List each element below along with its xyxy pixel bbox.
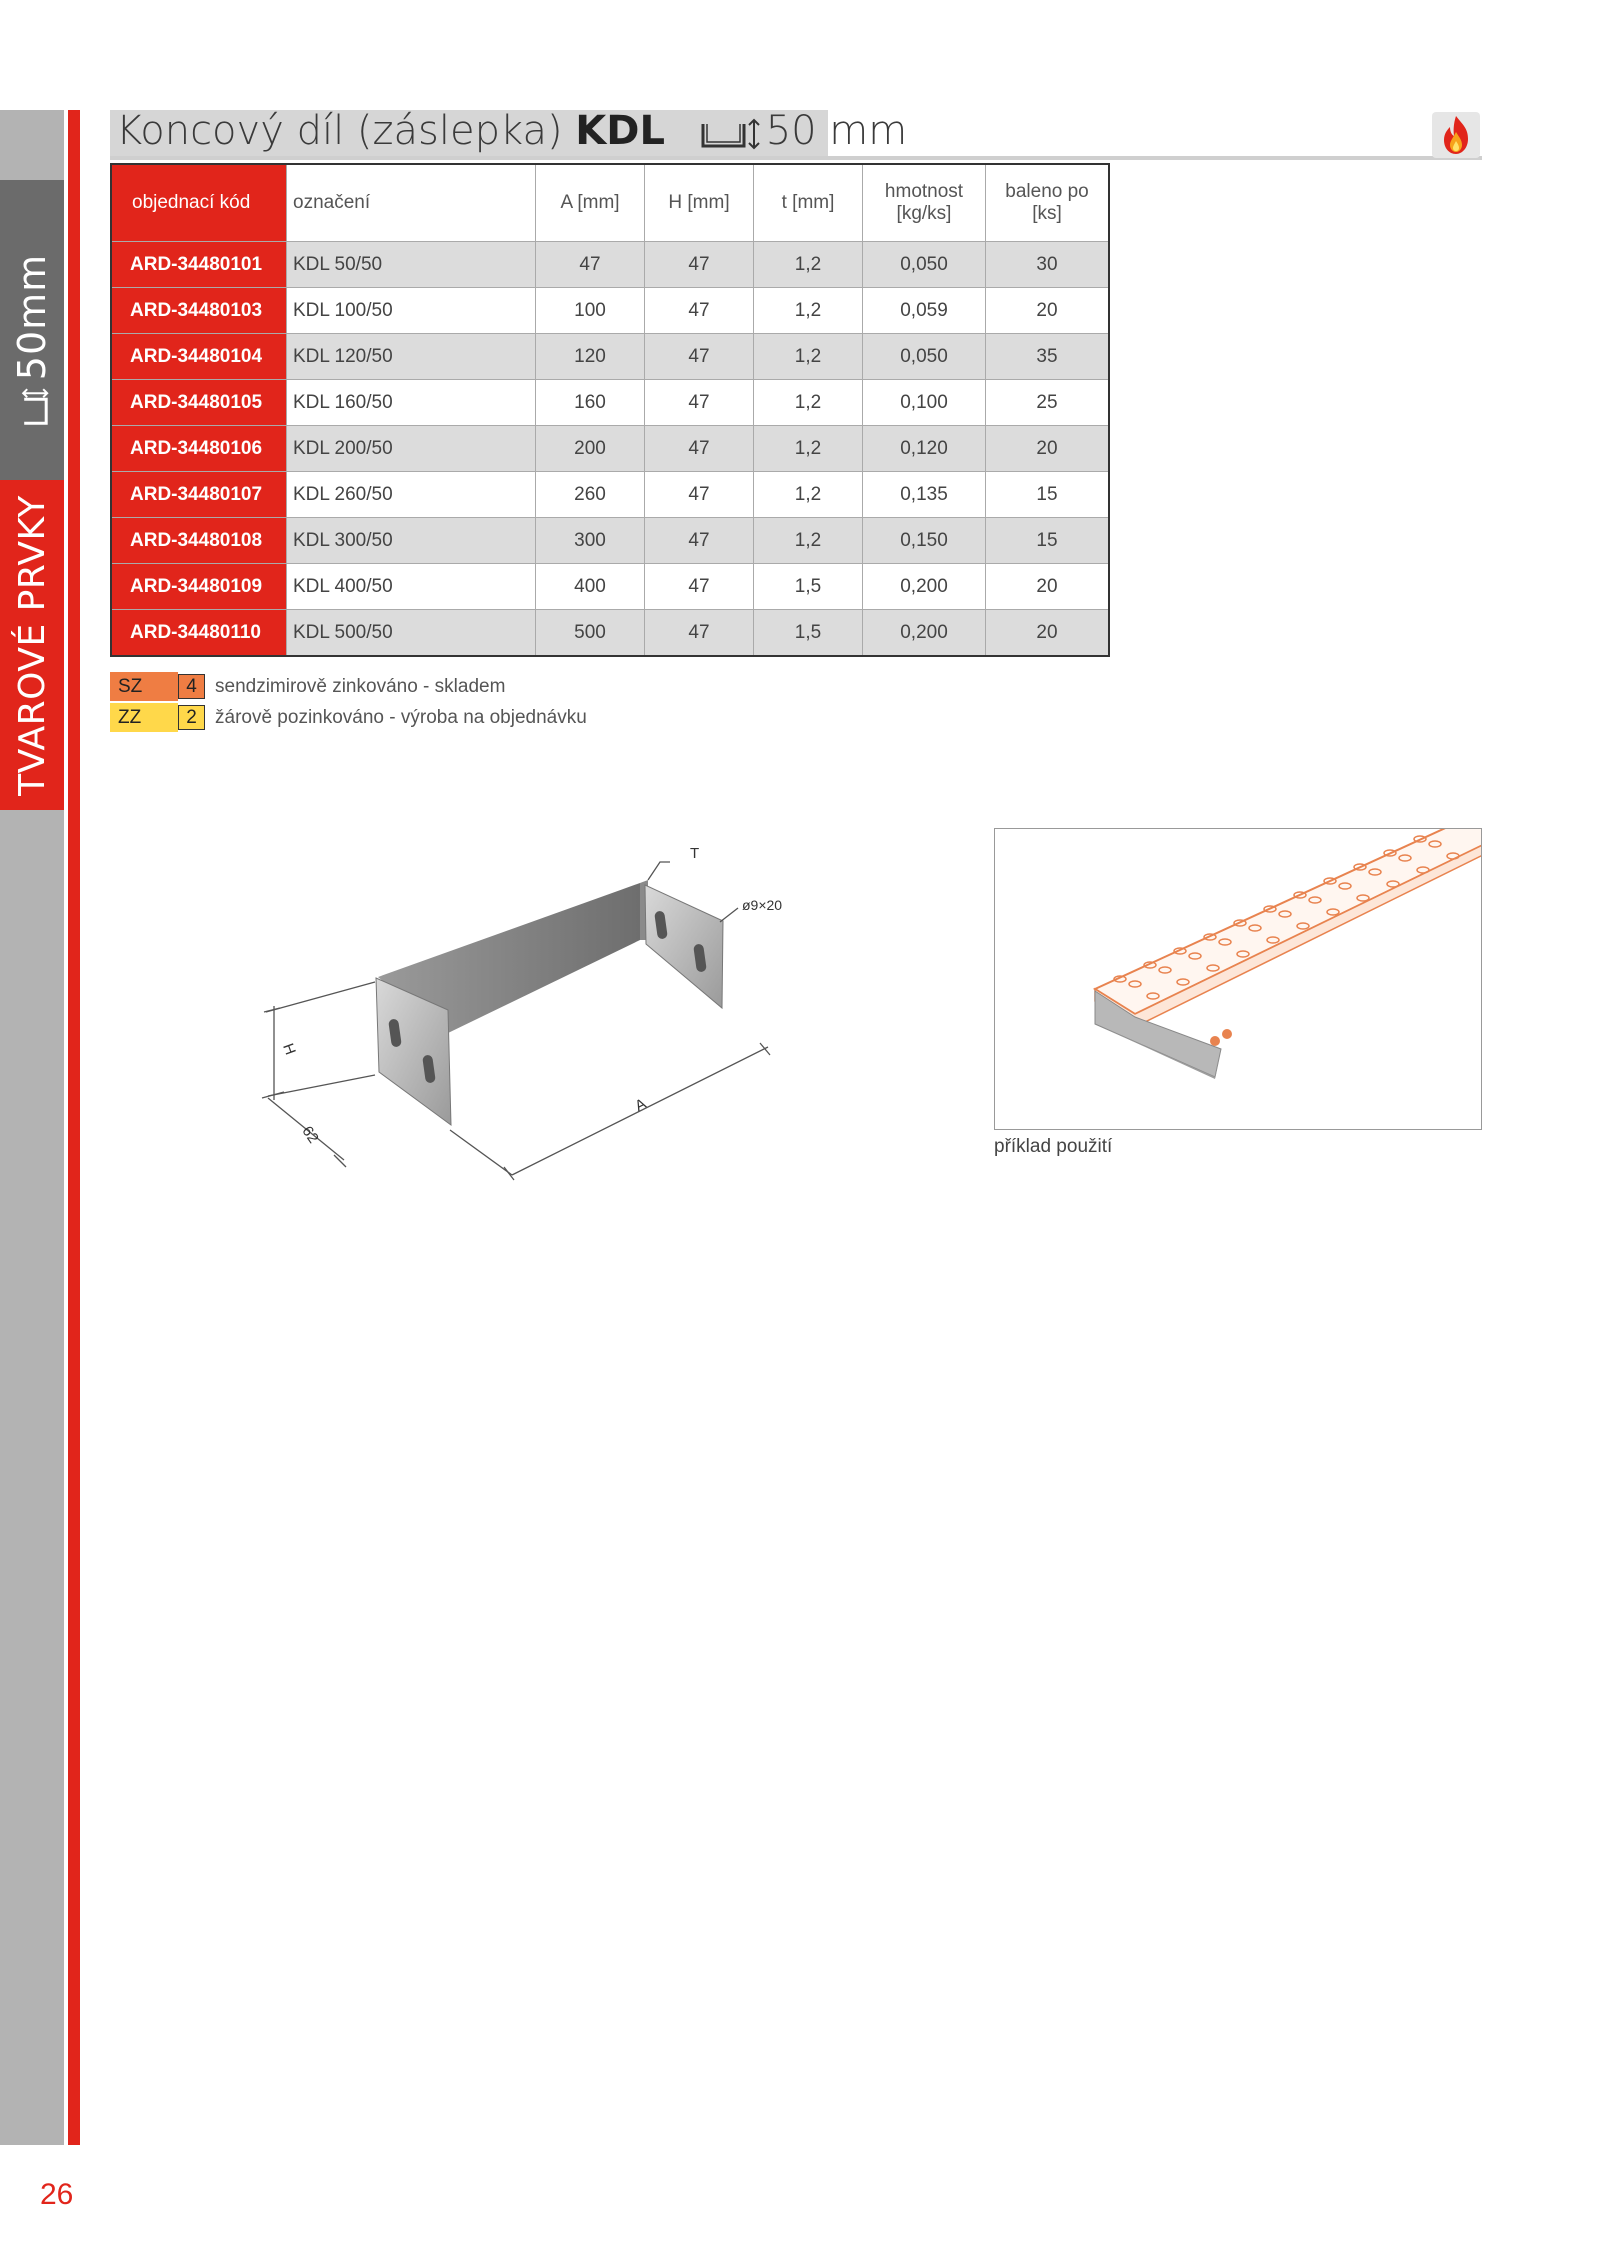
designation: KDL 300/50	[287, 518, 536, 564]
dim-h: 47	[645, 518, 754, 564]
header-t: t [mm]	[754, 164, 863, 242]
pack: 30	[986, 242, 1110, 288]
title-underline	[110, 156, 1482, 160]
mass: 0,059	[863, 288, 986, 334]
legend-key: SZ	[110, 672, 178, 701]
page-number: 26	[40, 2178, 74, 2211]
pack: 35	[986, 334, 1110, 380]
legend-key: ZZ	[110, 703, 178, 732]
side-category-text: TVAROVÉ PRVKY	[11, 494, 53, 796]
side-size-text: 50mm	[10, 253, 55, 381]
dim-h: 47	[645, 426, 754, 472]
mass: 0,120	[863, 426, 986, 472]
table-row	[111, 564, 1109, 610]
dim-h: 47	[645, 380, 754, 426]
table-row	[111, 518, 1109, 564]
thickness: 1,2	[754, 380, 863, 426]
order-code: ARD-34480110	[111, 610, 287, 657]
side-red-rule	[68, 110, 80, 2145]
header-pack	[986, 164, 1110, 242]
technical-drawing	[250, 840, 810, 1200]
thickness: 1,2	[754, 518, 863, 564]
dim-a: 47	[536, 242, 645, 288]
dim-h: 47	[645, 564, 754, 610]
designation: KDL 100/50	[287, 288, 536, 334]
dim-h: 47	[645, 242, 754, 288]
header-h: H [mm]	[645, 164, 754, 242]
header-designation: označení	[287, 164, 536, 242]
mass: 0,050	[863, 334, 986, 380]
table-row	[111, 426, 1109, 472]
order-code: ARD-34480101	[111, 242, 287, 288]
designation: KDL 160/50	[287, 380, 536, 426]
pack: 20	[986, 288, 1110, 334]
table-row	[111, 242, 1109, 288]
dim-a: 120	[536, 334, 645, 380]
thickness: 1,5	[754, 610, 863, 657]
pack: 20	[986, 610, 1110, 657]
designation: KDL 200/50	[287, 426, 536, 472]
tray-profile-icon	[700, 116, 762, 150]
title-prefix: Koncový díl (záslepka)	[116, 108, 576, 154]
title-bold: KDL	[575, 108, 665, 154]
thickness: 1,2	[754, 242, 863, 288]
dim-h: 47	[645, 610, 754, 657]
dim-a: 260	[536, 472, 645, 518]
mass: 0,200	[863, 564, 986, 610]
header-mass-l2: [kg/ks]	[896, 203, 952, 224]
designation: KDL 120/50	[287, 334, 536, 380]
designation: KDL 500/50	[287, 610, 536, 657]
pack: 20	[986, 426, 1110, 472]
right-tab	[645, 885, 723, 1008]
header-code: objednací kód	[111, 164, 287, 242]
pack: 25	[986, 380, 1110, 426]
mass: 0,200	[863, 610, 986, 657]
side-category	[2, 480, 62, 810]
label-h: H	[279, 1041, 299, 1058]
spec-table	[110, 163, 1110, 657]
title-suffix: 50 mm	[765, 108, 908, 154]
thickness: 1,2	[754, 426, 863, 472]
label-hole: ø9×20	[742, 897, 783, 913]
legend-num: 2	[178, 705, 205, 730]
legend-num: 4	[178, 674, 205, 699]
order-code: ARD-34480106	[111, 426, 287, 472]
order-code: ARD-34480103	[111, 288, 287, 334]
table-row	[111, 380, 1109, 426]
dim-a: 500	[536, 610, 645, 657]
pack: 15	[986, 518, 1110, 564]
thickness: 1,5	[754, 564, 863, 610]
side-size-label	[2, 240, 62, 440]
mass: 0,100	[863, 380, 986, 426]
designation: KDL 400/50	[287, 564, 536, 610]
dim-h: 47	[645, 472, 754, 518]
designation: KDL 260/50	[287, 472, 536, 518]
label-a: A	[632, 1095, 649, 1115]
table-header-row	[111, 164, 1109, 242]
dim-a: 200	[536, 426, 645, 472]
usage-example-image	[994, 828, 1482, 1130]
legend-text: žárově pozinkováno - výroba na objednávku	[215, 706, 587, 728]
dim-a: 400	[536, 564, 645, 610]
table-row	[111, 288, 1109, 334]
mass: 0,150	[863, 518, 986, 564]
thickness: 1,2	[754, 334, 863, 380]
table-row	[111, 610, 1109, 657]
order-code: ARD-34480107	[111, 472, 287, 518]
order-code: ARD-34480109	[111, 564, 287, 610]
table-row	[111, 472, 1109, 518]
mass: 0,135	[863, 472, 986, 518]
fire-icon	[1432, 112, 1480, 158]
tray-profile-icon	[20, 388, 50, 426]
header-pack-l1: baleno po	[1005, 181, 1089, 202]
legend-row-sz	[110, 672, 505, 701]
header-mass-l1: hmotnost	[884, 181, 964, 202]
cable-tray-illustration	[995, 829, 1482, 1130]
thickness: 1,2	[754, 288, 863, 334]
header-pack-l2: [ks]	[1032, 203, 1062, 224]
legend-row-zz	[110, 703, 587, 732]
dim-a: 160	[536, 380, 645, 426]
thickness: 1,2	[754, 472, 863, 518]
pack: 20	[986, 564, 1110, 610]
order-code: ARD-34480104	[111, 334, 287, 380]
legend-text: sendzimirově zinkováno - skladem	[215, 675, 506, 697]
photo-caption: příklad použití	[994, 1136, 1113, 1157]
dim-h: 47	[645, 334, 754, 380]
page-title	[116, 108, 907, 154]
header-a: A [mm]	[536, 164, 645, 242]
designation: KDL 50/50	[287, 242, 536, 288]
order-code: ARD-34480105	[111, 380, 287, 426]
dim-a: 100	[536, 288, 645, 334]
table-row	[111, 334, 1109, 380]
pack: 15	[986, 472, 1110, 518]
dim-h: 47	[645, 288, 754, 334]
order-code: ARD-34480108	[111, 518, 287, 564]
label-62: 62	[298, 1123, 322, 1147]
dim-a: 300	[536, 518, 645, 564]
header-mass	[863, 164, 986, 242]
label-t: T	[690, 845, 700, 862]
mass: 0,050	[863, 242, 986, 288]
